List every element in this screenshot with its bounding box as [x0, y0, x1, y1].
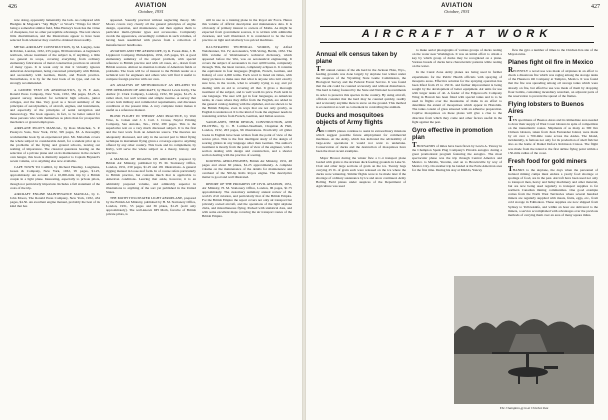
champion-gyro-photo: [454, 276, 594, 404]
banner-rule-bottom: [320, 42, 594, 43]
left-column-1: [10, 18, 100, 414]
paragraph: still in use as a training plane in the Royal Air Force. Hence this volume of official description and maintenance data. It is obviously of primary interest to owners of Moths. As might be expected from government sources, it is written with admirable clearness, and well illustrated. It is considered to be the best practice on light and relatively low-priced machines.: [202, 18, 292, 43]
article-ducks-continued: [412, 48, 502, 124]
left-header-date: October, 1931: [138, 9, 164, 14]
paragraph: flew the gyro a number of times to the Chichen Itza site of the Mayan ruins.: [508, 48, 598, 57]
paragraph: AIRCRAFT ENGINE MAINTENANCE MANUAL, by C. John Moors, The Ronald Press Company, New York, 1932, 434 pages, $4.50. An excellent engine manual, probably the best of its kind that has: [10, 191, 100, 209]
article-heading-oil-fire: Planes fight oil fire in Mexico: [508, 59, 594, 67]
article-heading-ducks: Ducks and mosquitoes objects of Army flights: [316, 111, 384, 126]
article-heading-lobsters: Flying lobsters to Buenos Aires: [508, 100, 584, 115]
paragraph: CAPE TOWN TO CAIRO, by Richard Haudley, Longmans, Green & Company, New York, 1932, 95 pages, $1.25, approximately. An account of a 10,000-mile trip by a British couple in a light plane. Interesting, especially to private pilots, though not particularly important. Includes a full statement of the costs of the trip.: [10, 165, 100, 190]
right-header-title: AVIATION: [441, 3, 473, 9]
paragraph: SAILPLANES, THEIR DESIGN, CONSTRUCTION, AND PILOTING, by C. H. Latimer-Needham, Chapman & Hall, London, 1932, 263 pages, 96 illustrations. Practically all glider books in English have been written from the point of view of the novice pilot. This is the first intelligent study of the design of soaring gliders in any language other than German. The author's treatment is mostly from the point of view of the engineer, with a section dealing with design and construction, and a shorter section dealing with the practice of soaring.: [202, 120, 292, 157]
article-heading-elk: Annual elk census taken by plane: [316, 51, 398, 65]
paragraph: In the Canal Zone Army planes are being used in further experiments for the Public Health officials with spraying of mosquito areas. Effective solution for the spraying operation has been lifted from 25 to 150 lb. and further improvement is being sought by the development of better equipment. Air units for use with larger tanks of oil. A feeder of the Edgewood's Company Wing in Hawaii has been fitted with special tanks and is to be used in flights over the mountains of Oahu in an effort to determine the extent of mosquitoes which appear in Honolulu. The tanks consist of glass smeared with an adhesive preparation. Captive mosquitoes on these plates will give a clue to the direction from which they come and other factors useful in the fight against the pest.: [412, 70, 502, 124]
article-lobsters-body: [508, 114, 598, 155]
paragraph: Major Brower during the winter flew a C-4 transport plane loaded with grain to the stricken duck feeding grounds in Lake St. Clair and other large sections of grain on the ice. Twenty bags carrying 25 lb. of grain each were released on the ice where the ducks were wintering. Similar flights were to be made later if the shortage of ordinary sustenance by ice and snow continued. Army Bolling Field planes under auspices of the Department of Agriculture was used: [316, 155, 406, 189]
article-oil-fire-body: [508, 68, 598, 98]
paragraph: THANKS to the airplane, the days when the personnel of isolated mining camps must endure a yearly food shortage or spoilage of food, are in the past. Aircraft have been used not only to transport men, heavy and bulky machinery and other material, but are now being used regularly to transport supplies to far northern Canadian mining communities. One good example comes from the North West Territories where several hundred miners are regularly supplied with meats, fruits, eggs, etc., from cold storage in Edmonton. These supplies are now shipped from Sydney to Yellowknife, and within an hour are delivered to the miners, a service accomplished with advantages over the previous methods of carrying them over an area of many square miles.: [508, 164, 598, 217]
left-page: [0, 0, 302, 420]
paragraph: AN ANALYSIS OF METEOROLOGY AS RELATED TO THE OPERATION OF AIRCRAFT, by Harold Lewis Kirby, The Author (J. Clark Company, London), 1932, 80 pages, $1.25. A rather short, but well written and simple treatise. A survey that covers both military and commercial requirements, and discusses conditions at the present time. A very complete index makes it useful as a reference manual.: [106, 83, 196, 112]
right-header-date: October, 1931: [444, 9, 470, 14]
article-ducks-body: [316, 125, 406, 189]
article-gold-miners-body: [508, 164, 598, 217]
left-masthead: [0, 3, 302, 14]
paragraph: ILLUSTRATED TECHNICAL WORDS, by Alfred Weisbrenner, Vol. IV, Aeronautics, VDI-Verlag, Berlin, 1932. The fifth volume of Weisbrenner's technical dictionary, which appeared before the War, was on aeronautical engineering. It covers the subject of aeronautics in over 4,000 terms, completely through. This, the latest version, completely eclipses it. It contains the equivalent in four languages (English, French, German, and Italian) of over 4,000 terms. Each word is listed six times, with many pictures to make sure that what is anyone who isn't exactly sure how, in the words, what is actually trying to say, and yet dealing with an aid to covering all that. It gives a thorough treatment of the subject, and is well worth its price. Each term in one language. The user will get in four languages, as American terms, in cases where they differ from the English, are added in the general catalog dealing with the alphabet, and are shown to be the British Empire, even in ways that are not only gravity, as English is understood. It is the kind of book the engineer needs in translating articles from French, German, and Italian sources.: [202, 44, 292, 119]
paragraph: THOUSANDS of miles have been flown by Lewis A. Yancey in the Champion Spark Plug Company's Pitcairn autogiro during a great promotional program featuring the autogiro. The most spectacular phase was the trip through Central America and Mexico to Mérida, Yucatán, and on to Brownsville by way of Mexico City. On another trip he landed at the Earle American area for the first time. During his stay at Mérida, Yancey: [412, 140, 502, 173]
right-masthead: [306, 3, 608, 14]
photo-caption: The Champion gyro at Chichen Itza: [499, 406, 549, 410]
photo-ground: [454, 354, 594, 404]
paragraph: TEN specimens of Buenos Aires and its immediate area needed to draw their supply of West Coast lobsters in spite of competition on the transatlantic routes. Shipments of as many as 300 live Chilean lobsters, taken from Juan Fernandez Island, were made by air over a 700-mile route across the Andes. The Island, incidentally, is famous not only for its production of shell fish but also as the home of Daniel Defoe's Robinson Crusoe. The flight was made from the island to the first airline flying point within a 150-mile radius of the coast.: [508, 114, 598, 155]
paragraph: appeared. Soundly practical without neglecting theory. Mr. Moors covers very clearly all the general principles of engine design, operation, and maintenance, and then applies them to particular multi-cylinder types and accessories. Completely avoids the appearance, exceedingly common in such volumes, of having been assembled with pieces from a collection of manufacturers' handbooks.: [106, 18, 196, 47]
paragraph: AIRPLANE PILOT'S MANUAL, by Ross Malachek, S. P. Pastayo's Sons, New York, 1932, 395 pages, $3. A thoroughly workmanlike book by an experienced pilot. Mr. Malachek covers the whole subject in considerable detail, for a student pilot up to the problems of the flying and ground schools, leaving out nothing of importance. The classical questions bearing on the selection of a private plane and on its maintenance in the owner's own hangar, this book is distinctly superior to Captain Baynard's recent volume, or to anything else now available.: [10, 126, 100, 164]
right-columns: [316, 48, 598, 276]
paragraph: now doing, apparently lamentably the lack. As compared with Hudgins & Magoun's "Sky High," or Wood's "Wings for Men" being a somewhat similar field, Miss Harney's book has the virtue of cheapness, but no other perceptible advantage. The text shows little discrimination, and the illustrations appear to have been selected from whatever they could be obtained most readily.: [10, 18, 100, 43]
paragraph: AVIATION AND THE AEROSCOPE, by R. Forest-Dale, J. B. Lippincott Company, Philadelphia, 1932, 245 pages, $3. A good elementary summary of the airport problem, with special reference to British practice and with all cases, etc., drawn from British sources. Almost no mention is made of American fields or problems. The book will be of interest to the British reader as a technical text for engineers and others who will find it useful to compare foreign practice with our own.: [106, 48, 196, 82]
article-elk-body: [316, 67, 406, 109]
paragraph: AIR CORPS planes continue to assist in extraordinary missions which suggest possible future employment for commercial machines. At the Army, which has indicated the advisability of large-scale operations it would not want to undertake. Conservation of ducks and the destruction of mosquitoes have been the most recent examples.: [316, 125, 406, 154]
right-lower-filler: [316, 278, 448, 408]
left-page-number: 426: [8, 4, 17, 10]
paragraph: METAL AIRCRAFT CONSTRUCTION, by M. Langley, Gale & Polden, London, 1932, 235 pages, 80 illustrations. A beginner's textbook, whose treatment of the subject is, if anything, a little too general in scope, covering everything from ordinary elementary fabrications of metal construction practices in aircraft of many types. It is weak only in that it virtually ignores American development, being concerned principally with British, and secondarily with German, Dutch, and French practice. Nevertheless, it is by far the best book of its type, and can be strongly recommended.: [10, 44, 100, 86]
right-column-3: [508, 48, 598, 276]
left-header-title: AVIATION: [135, 3, 167, 9]
paragraph: A GUIDED TEXT ON AERONAUTICS, by H. F. Ault, Ronald Press Company, New York, 1932, 384 pages, $3.25. A general survey, intended for technical high schools, junior colleges, and the like. Very good as a broad summary of the principles of aerodynamics, of aircraft, engines, and instruments, and especially of the principles of aerial navigation and meteorology. The book appears, in fact, to be better suited for those persons who wish themselves as pilots than for prospective mechanics or ground employees.: [10, 87, 100, 125]
section-banner: AIRCRAFT AT WORK: [361, 28, 553, 40]
article-gyro-continued: [508, 48, 598, 56]
left-column-2: [106, 18, 196, 414]
left-column-3: [202, 18, 292, 414]
right-column-2: [412, 48, 502, 276]
paragraph: RECENTLY a novel use was made of airplanes in an effort to check a disastrous fire which was raging among the storage tanks of the Huasteca Oil Company at Tampico, Mexico. It was found that the fire was spreading among oil storage tanks which were already on fire, but effective use was made of them by dropping flour bombs, containing incendiary retardant, on adjacent parts of the reservation to prevent the spread of the flames.: [508, 66, 598, 98]
paragraph: to make aerial photographs of various groups of ducks resting on the water near Washington. It was an initial effort to obtain a key by which group of ducks may be recognized on a plane. Various breeds of ducks have characteristic patterns while resting on the water.: [412, 48, 502, 69]
paragraph: REPORT OF THE PROGRESS OF CIVIL AVIATION, 1931, Air Ministry, H. M. Stationery Office, London, 96 pages, $1.75 approximately. The customary summary annual review of the world's civil aviation, and particularly that of the British Empire. For the British Empire the report covers not only air transport but privately owned aircraft, and the operations of the light airplane clubs, and miscellaneous flying. Packed with statistical data, and with some excellent maps covering the air transport routes of the British Empire.: [202, 181, 292, 219]
paragraph: BLIND FLIGHT IN THEORY AND PRACTICE, by Walt Wise, G. Cohen and J. J. Cail. J. Crosse, Naylor Printing Company, San Antonio, Tex., 1932, 280 pages. This is the superlative text on a very much discussed subject. It is the first and the best work from an American source. The theories are adequately discussed, and only in the second part is blind flying technique in instrument flying given a coverage equal to anything offered by any other country. This book and its complement, by Kirby, will serve the whole subject as a theory, history, and practice.: [106, 114, 196, 155]
paragraph: A MANUAL OF RIGGING ON AIRCRAFT, prepared by British Air Ministry, published by H. M. Stationery Office, London, 1931, 239 pages, $1.25 and 181 illustrations. A general rigging manual in loose-leaf form. In of course refers particularly to British practice, but contains much that is applicable to American conditions. Leaving that aside, however, it is an admirably prepared volume, and admirably superior in illustrations to anything of the sort yet published in the United States.: [106, 157, 196, 194]
article-gyro-body: [412, 140, 502, 173]
left-columns: [10, 18, 292, 414]
article-heading-gyro: Gyro effective in promotion plan: [412, 126, 493, 141]
right-page: [306, 0, 608, 420]
paragraph: KOOTING AERO-ENGINES, British Air Ministry, 1931, 48 pages and about 60 plates, $1.25 approximately. A complete volume on the maintenance of the details for maintenance and overhaul of the 500-hp Rolls Royce engine. The descriptive matter is good and well illustrated.: [202, 159, 292, 180]
right-lower-columns: [316, 278, 448, 408]
paragraph: THE MOTH TWO-SEATER LIGHT AEROPLANE, prepared by the British Air Ministry, published by H. M. Stationery Office, London, 1931, 53 pages and 36 plates, $1.25 (sold only approximately). The well-known DH Moth, favorite of British private pilots, is: [106, 195, 196, 217]
paragraph: THE annual census of the elk herd in the Jackson Hole, Wyo., feeding grounds was done largely by airplane last winter under the auspices of the Wyoming State Game Commission, the Biological Survey and the Federal Forest Service. It was found that the elk could be counted accurately and without disturbance. The herd is being fostered by the State and National Governments in order to preserve this species in the country. By using aircraft, officials consider that the herd may be counted quickly, readily and accurately anytime there is snow on the ground. This method is economical as well as convenient in controlling the animals.: [316, 65, 406, 109]
photo-illustration: [454, 276, 594, 404]
right-column-1: [316, 48, 406, 276]
banner-rule-top: [320, 26, 594, 27]
article-heading-gold-miners: Fresh food for gold miners: [508, 157, 587, 165]
right-page-number: 427: [591, 4, 600, 10]
